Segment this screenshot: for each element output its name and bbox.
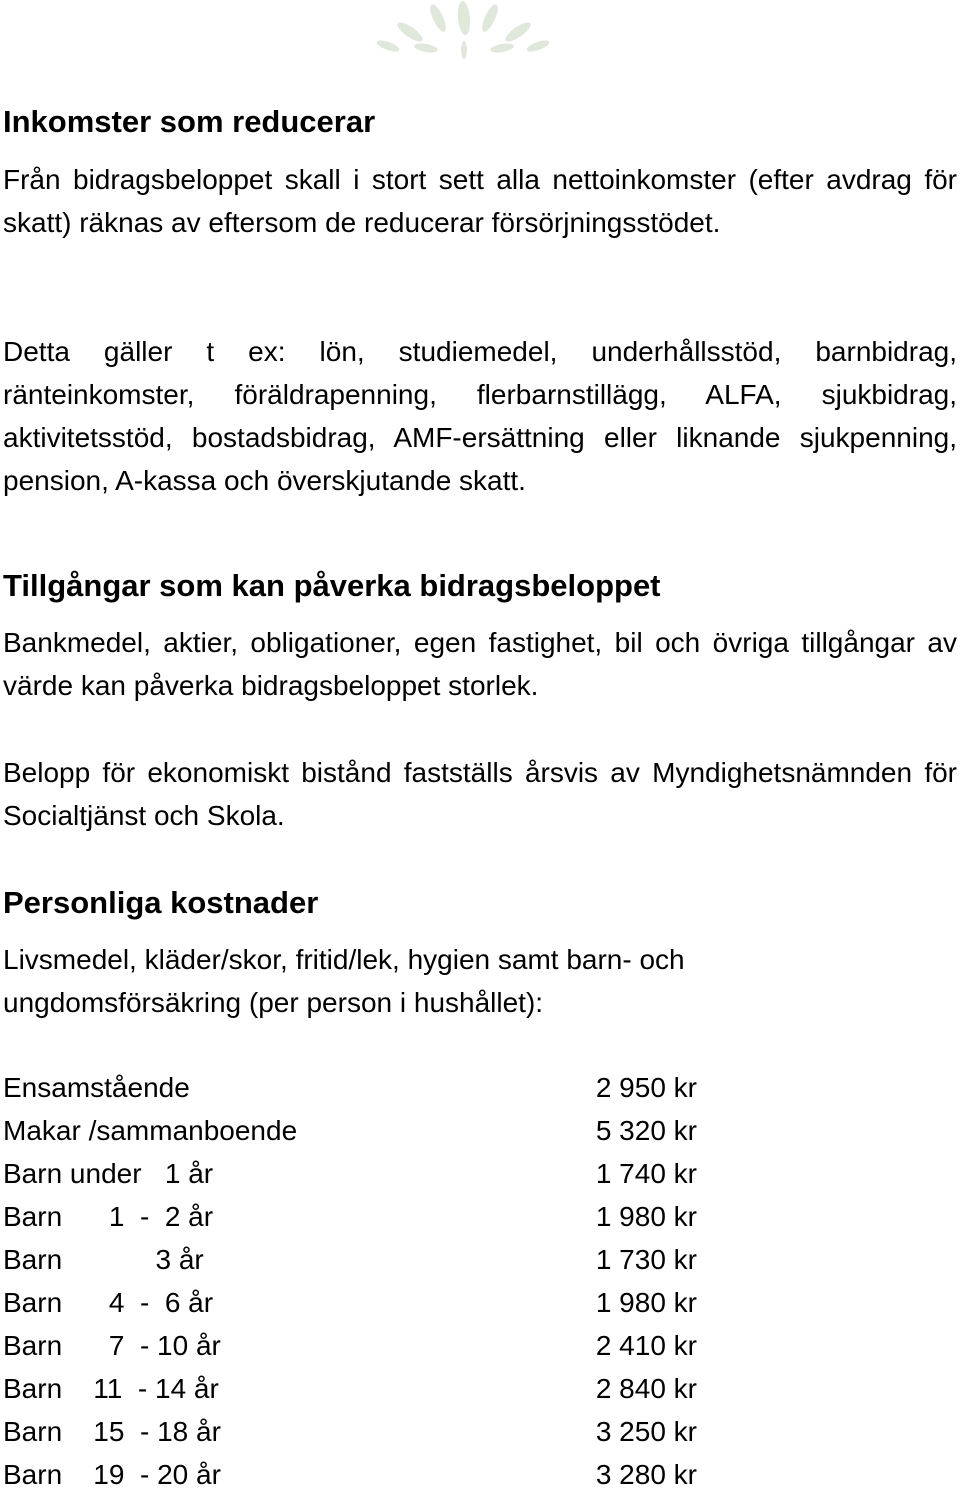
cost-label: Barn 11 - 14 år — [3, 1373, 219, 1404]
income-paragraph-2: Detta gäller t ex: lön, studiemedel, underhållsstöd, barnbidrag, ränteinkomster, föräldrapenning, flerbarnstillägg, ALFA, sjukbidrag, aktivitetsstöd, bostadsbidrag, AMF-ersättning eller liknande sjukpenning, pension, A-kassa och överskjutande skatt. — [3, 336, 957, 496]
personal-costs-intro-line-1: Livsmedel, kläder/skor, fritid/lek, hygien samt barn- och — [3, 944, 685, 975]
cost-label: Barn 4 - 6 år — [3, 1287, 214, 1318]
assets-paragraph-2: Belopp för ekonomiskt bistånd fastställs årsvis av Myndighetsnämnden för Socialtjänst och Skola. — [3, 757, 957, 831]
cost-row — [3, 1324, 703, 1367]
cost-amount: 3 250 kr — [595, 1416, 697, 1447]
cost-row — [3, 1367, 703, 1410]
cost-amount: 1 980 kr — [595, 1287, 697, 1318]
cost-amount: 2 950 kr — [595, 1072, 697, 1103]
personal-costs-heading: Personliga kostnader — [3, 885, 319, 920]
cost-amount: 2 410 kr — [595, 1330, 697, 1361]
cost-amount: 1 980 kr — [595, 1201, 697, 1232]
cost-row — [3, 1152, 703, 1195]
cost-label: Barn under 1 år — [3, 1158, 214, 1189]
cost-row — [3, 1410, 703, 1453]
cost-label: Barn 15 - 18 år — [3, 1416, 221, 1447]
cost-label: Barn 19 - 20 år — [3, 1459, 221, 1490]
cost-amount: 2 840 kr — [595, 1373, 697, 1404]
assets-paragraph-1: Bankmedel, aktier, obligationer, egen fastighet, bil och övriga tillgångar av värde kan påverka bidragsbeloppet storlek. — [3, 627, 957, 701]
cost-row — [3, 1238, 703, 1281]
cost-amount: 3 280 kr — [595, 1459, 697, 1490]
cost-label: Barn 3 år — [3, 1244, 204, 1275]
olive-branch-logo — [368, 0, 558, 70]
income-paragraph-1: Från bidragsbeloppet skall i stort sett alla nettoinkomster (efter avdrag för skatt) räknas av eftersom de reducerar försörjningsstödet. — [3, 164, 957, 238]
cost-row — [3, 1453, 703, 1496]
cost-row — [3, 1109, 703, 1152]
personal-costs-intro-line-2: ungdomsförsäkring (per person i hushållet): — [3, 987, 544, 1018]
cost-label: Barn 1 - 2 år — [3, 1201, 214, 1232]
assets-heading: Tillgångar som kan påverka bidragsbeloppet — [3, 568, 661, 603]
cost-amount: 1 740 kr — [595, 1158, 697, 1189]
cost-row — [3, 1066, 703, 1109]
cost-row — [3, 1281, 703, 1324]
cost-label: Barn 7 - 10 år — [3, 1330, 221, 1361]
income-heading: Inkomster som reducerar — [3, 104, 376, 139]
cost-row — [3, 1195, 703, 1238]
cost-amount: 5 320 kr — [595, 1115, 697, 1146]
personal-costs-table — [3, 1066, 703, 1496]
cost-amount: 1 730 kr — [595, 1244, 697, 1275]
cost-label: Makar /sammanboende — [3, 1115, 298, 1146]
cost-label: Ensamstående — [3, 1072, 190, 1103]
